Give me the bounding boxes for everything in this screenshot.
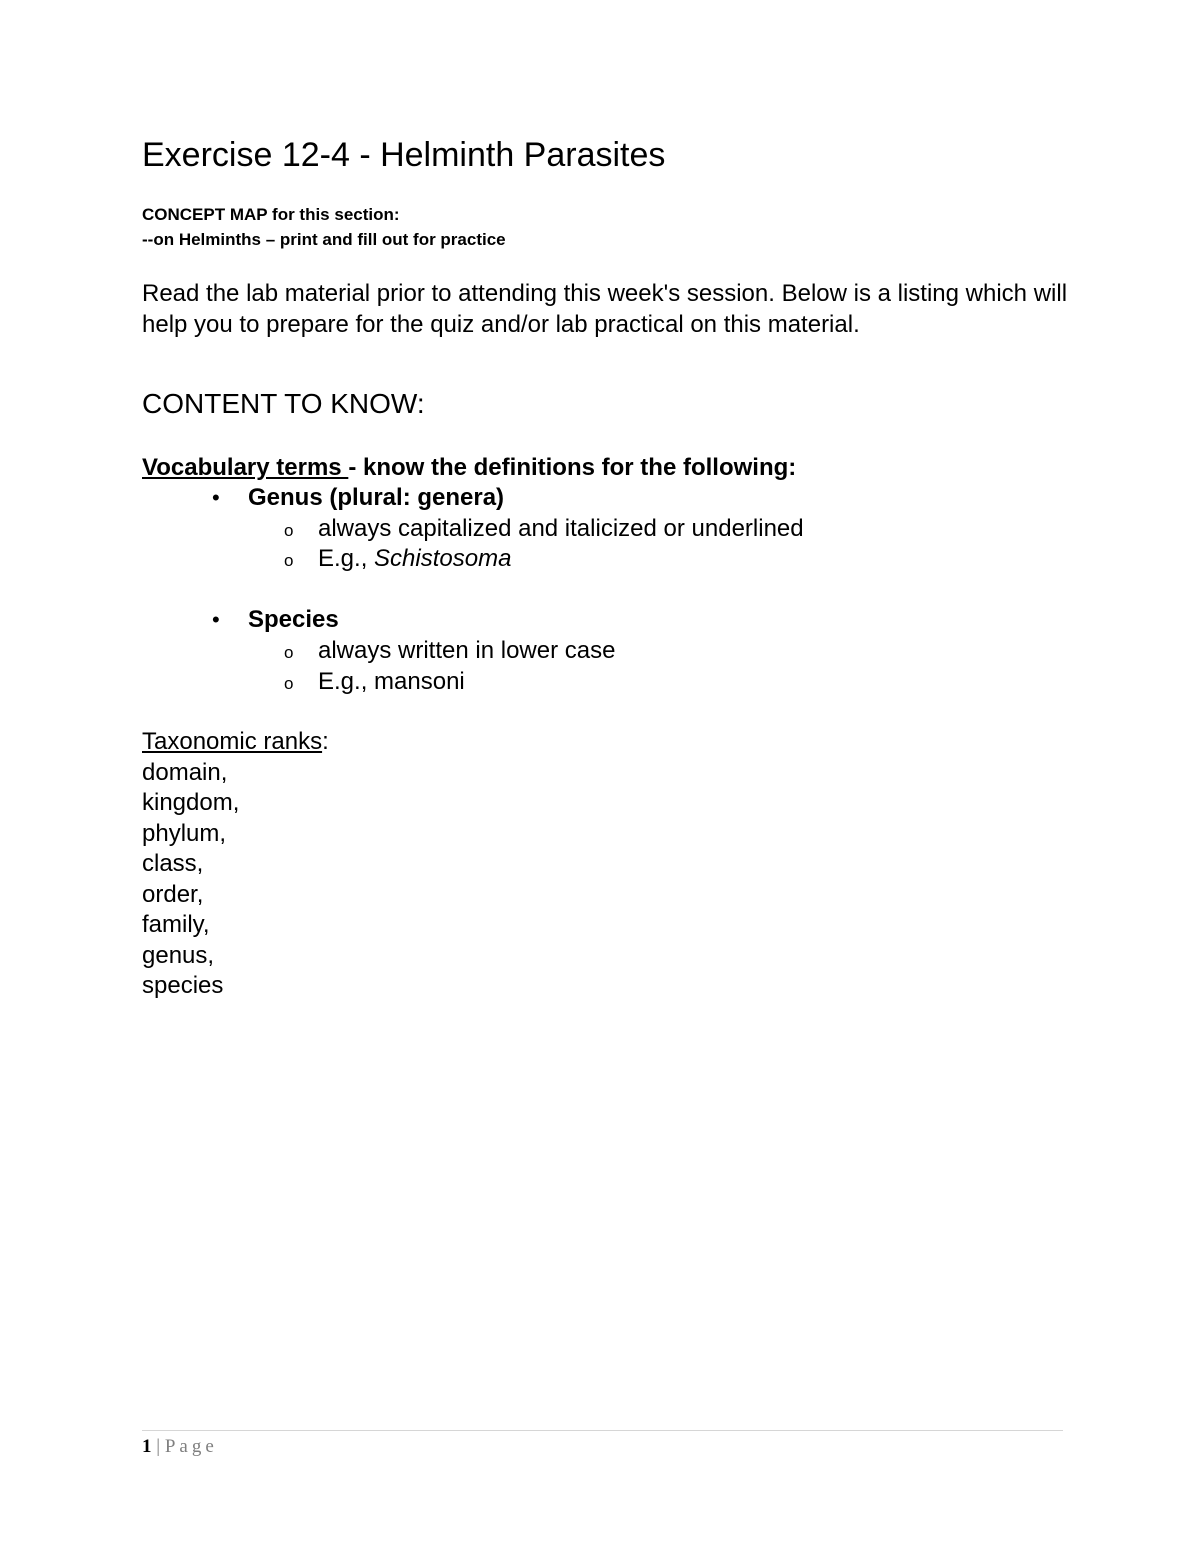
bullet-icon: •	[212, 485, 220, 510]
vocabulary-heading-rest: - know the definitions for the following:	[348, 454, 797, 481]
rank-item: kingdom,	[142, 789, 240, 816]
list-item-genus-rule	[284, 513, 804, 546]
page-number: 1	[142, 1436, 152, 1457]
taxonomic-ranks	[142, 727, 329, 1002]
page-label: Page	[164, 1436, 218, 1457]
rank-item: order,	[142, 880, 204, 908]
sub-bullet-icon: o	[284, 674, 294, 693]
vocabulary-heading	[142, 452, 796, 483]
intro-paragraph: Read the lab material prior to attending this week's session. Below is a listing which will help you to prepare for the quiz and/or lab practical on this material.	[142, 280, 1068, 338]
rank-item: genus,	[142, 941, 215, 969]
list-item-genus-example	[284, 543, 511, 576]
genus-label: Genus (plural: genera)	[248, 484, 505, 511]
rank-item: phylum,	[142, 819, 227, 847]
concept-map-line-1: CONCEPT MAP for this section:	[142, 205, 400, 224]
species-rule: always written in lower case	[318, 637, 616, 664]
genus-rule: always capitalized and italicized or underlined	[318, 515, 804, 542]
rank-item: species	[142, 972, 224, 999]
footer-divider	[142, 1430, 1063, 1431]
concept-map-line-2: --on Helminths – print and fill out for practice	[142, 230, 506, 249]
taxonomic-ranks-colon: :	[322, 728, 329, 755]
vocabulary-heading-underlined: Vocabulary terms	[142, 454, 349, 481]
list-item-species-rule	[284, 635, 615, 668]
bullet-icon: •	[212, 607, 220, 632]
rank-item: class,	[142, 850, 204, 877]
list-item-genus	[212, 482, 504, 513]
sub-bullet-icon: o	[284, 551, 294, 570]
footer-separator: |	[156, 1436, 161, 1457]
page-footer	[142, 1434, 218, 1460]
species-label: Species	[248, 606, 339, 633]
species-example: E.g., mansoni	[318, 668, 465, 695]
content-to-know-heading: CONTENT TO KNOW:	[142, 388, 425, 419]
taxonomic-ranks-heading	[142, 727, 329, 758]
list-item-species-example	[284, 666, 465, 699]
rank-item: family,	[142, 911, 210, 938]
sub-bullet-icon: o	[284, 643, 294, 662]
concept-map-note	[142, 202, 506, 252]
taxonomic-ranks-heading-text: Taxonomic ranks	[142, 728, 323, 755]
list-item-species	[212, 604, 339, 635]
rank-item: domain,	[142, 758, 228, 786]
page-title: Exercise 12-4 - Helminth Parasites	[142, 136, 666, 174]
sub-bullet-icon: o	[284, 521, 294, 540]
genus-example-prefix: E.g.,	[318, 545, 375, 572]
genus-example-term: Schistosoma	[374, 545, 512, 572]
